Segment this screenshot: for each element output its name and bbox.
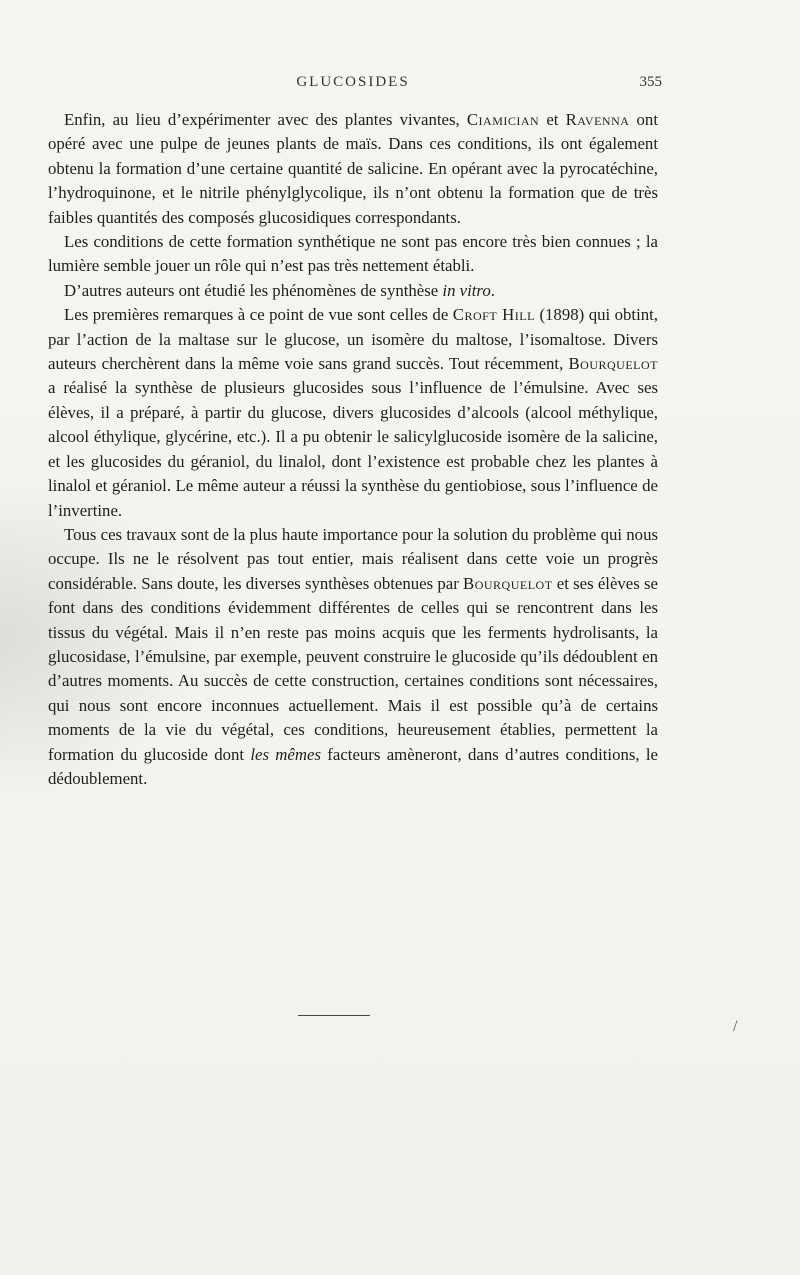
p4-text-3: a réalisé la synthèse de plusieurs glucosides sous l’influence de l’émulsine. Avec ses élèves, il a préparé, à partir du glucose, divers glucosides d’alcools (alcool méthylique, alcool éthylique, glycérine, etc.). Il a pu obtenir le salicylglucoside isomère de la salicine, et les glucosides du géraniol, du linalol, dont l’existence est probable chez les plantes à linalol et géraniol. Le même auteur a réussi la synthèse du gentiobiose, sous l’influence de l’invertine.: [48, 378, 658, 520]
paragraph-1: [48, 108, 658, 230]
p5-text-1: Tous ces travaux sont de la plus haute importance pour la solution du problème qui nous occupe. Ils ne le résolvent pas tout entier, mais réalisent dans cette voie un progrès considérable. Sans doute, les diverses synthèses obtenues par: [48, 524, 658, 593]
paragraph-2: Les conditions de cette formation synthétique ne sont pas encore très bien connues ; la lumière semble jouer un rôle qui n’est pas très nettement établi.: [48, 232, 658, 276]
author-ravenna: Ravenna: [565, 110, 630, 129]
author-croft-hill: Croft Hill: [452, 305, 535, 325]
running-title: GLUCOSIDES: [296, 74, 410, 90]
running-head: [48, 74, 662, 96]
p4-text-1: Les premières remarques à ce point de vue sont celles de: [64, 305, 453, 325]
p1-text-1: Enfin, au lieu d’expérimenter avec des plantes vivantes,: [64, 110, 467, 129]
author-bourquelot-2: Bourquelot: [463, 573, 553, 593]
p3-text-2: .: [490, 280, 495, 300]
paragraph-5: [48, 523, 658, 791]
p3-text-1: D’autres auteurs ont étudié les phénomènes de synthèse: [64, 280, 443, 300]
author-ciamician: Ciamician: [466, 110, 540, 129]
page-number: 355: [639, 74, 662, 90]
p5-text-2: et ses élèves se font dans des conditions évidemment différentes de celles qui se rencontrent dans les tissus du végétal. Mais il n’en reste pas moins acquis que les ferments hydrolisants, la glucosidase, l’émulsine, par exemple, peuvent construire le glucoside qu’ils dédoublent en d’autres moments. Au succès de cette construction, certaines conditions sont nécessaires, qui nous sont encore inconnues actuellement. Mais il est possible qu’à de certains moments de la vie du végétal, ces conditions, heureusement établies, permettent la formation du glucoside dont: [48, 573, 658, 764]
section-end-rule: [298, 1015, 370, 1016]
p1-text-3: ont opéré avec une pulpe de jeunes plants de maïs. Dans ces conditions, ils ont également obtenu la formation d’une certaine quantité de salicine. En opérant avec la pyrocatéchine, l’hydroquinone, et le nitrile phénylglycolique, ils n’ont obtenu la formation que de très faibles quantités des composés glucosidiques correspondants.: [48, 110, 658, 227]
p3-italic-in-vitro: in vitro: [442, 280, 491, 300]
p4-text-2: (1898) qui obtint, par l’action de la maltase sur le glucose, un isomère du maltose, l’isomaltose. Divers auteurs cherchèrent dans la même voie sans grand succès. Tout récemment,: [48, 305, 658, 374]
author-bourquelot: Bourquelot: [568, 354, 658, 374]
p5-italic-les-memes: les mêmes: [250, 744, 321, 764]
p1-text-2: et: [539, 110, 566, 129]
paragraph-4: [48, 303, 658, 523]
p5-text-3: facteurs amèneront, dans d’autres conditions, le dédoublement.: [48, 744, 659, 788]
body-text: [48, 108, 658, 791]
margin-mark: /: [733, 1018, 738, 1035]
paragraph-3: [48, 279, 658, 303]
